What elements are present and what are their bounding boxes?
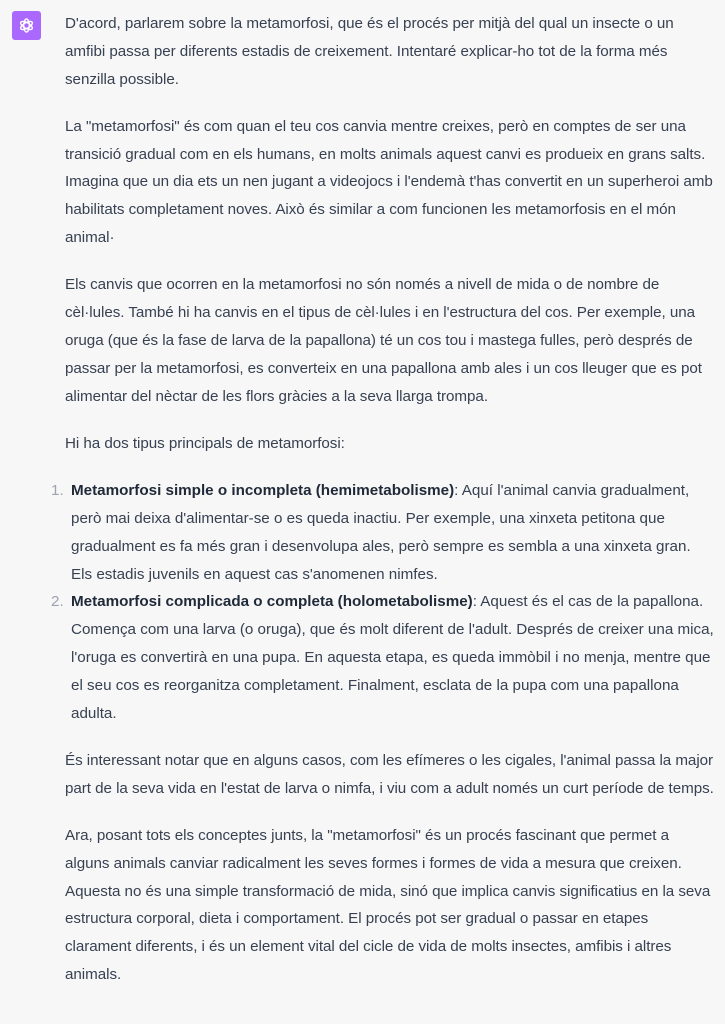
assistant-message: [51, 10, 715, 1008]
message-paragraph: Hi ha dos tipus principals de metamorfosi:: [65, 434, 345, 452]
message-paragraph: D'acord, parlarem sobre la metamorfosi, que és el procés per mitjà del qual un insecte o un amfibi passa per diferents estadis de creixement. Intentaré explicar-ho tot de la forma més senzilla possible.: [65, 15, 674, 88]
list-item-number: 2.: [51, 593, 64, 611]
list-item-title: Metamorfosi simple o incompleta (hemimetabolisme): [71, 482, 455, 500]
message-paragraph: Els canvis que ocorren en la metamorfosi no són només a nivell de mida o de nombre de cèl·lules. També hi ha canvis en el tipus de cèl·lules i en l'estructura del cos. Per exemple, una oruga (que és la fase de larva de la papallona) té un cos tou i mastega fulles, però després de passar per la metamorfosi, es converteix en una papallona amb ales i un cos lleuger que es pot alimentar del nèctar de les flors gràcies a la seva llarga trompa.: [65, 276, 702, 405]
list-item: [51, 588, 715, 727]
message-paragraph: Ara, posant tots els conceptes junts, la "metamorfosi" és un procés fascinant que permet a alguns animals canviar radicalment les seves formes i formes de vida a mesura que creixen. Aquesta no és una simple transformació de mida, sinó que implica canvis significatius en la seva estructura corporal, dieta i comportament. El procés pot ser gradual o passar en etapes clarament diferents, i és un element vital del cicle de vida de molts insectes, amfibis i altres animals.: [65, 826, 711, 983]
assistant-avatar: [12, 11, 41, 40]
list-item-title: Metamorfosi complicada o completa (holometabolisme): [71, 593, 473, 611]
list-item-number: 1.: [51, 482, 64, 500]
message-paragraph: La "metamorfosi" és com quan el teu cos canvia mentre creixes, però en comptes de ser una transició gradual com en els humans, en molts animals aquest canvi es produeix en grans salts. Imagina que un dia ets un nen jugant a videojocs i l'endemà t'has convertit en un superheroi amb habilitats completament noves. Això és similar a com funcionen les metamorfosis en el món animal·: [65, 117, 713, 247]
metamorphosis-types-list: [51, 477, 715, 727]
list-item-text: : Aquest és el cas de la papallona. Comença com una larva (o oruga), que és molt diferent de l'adult. Després de creixer una mica, l'oruga es convertirà en una pupa. En aquesta etapa, es queda immòbil i no menja, mentre que el seu cos es reorganitza completament. Finalment, esclata de la pupa com una papallona adulta.: [71, 593, 714, 722]
list-item-text: : Aquí l'animal canvia gradualment, però mai deixa d'alimentar-se o es queda inactiu. Per exemple, una xinxeta petitona que gradualment es fa més gran i desenvolupa ales, però sempre es sembla a una xinxeta gran. Els estadis juvenils en aquest cas s'anomenen nimfes.: [71, 482, 691, 583]
list-item: [51, 477, 715, 588]
message-paragraph: És interessant notar que en alguns casos, com les efímeres o les cigales, l'animal passa la major part de la seva vida en l'estat de larva o nimfa, i viu com a adult només un curt període de temps.: [65, 751, 714, 797]
openai-logo-icon: [16, 15, 37, 36]
